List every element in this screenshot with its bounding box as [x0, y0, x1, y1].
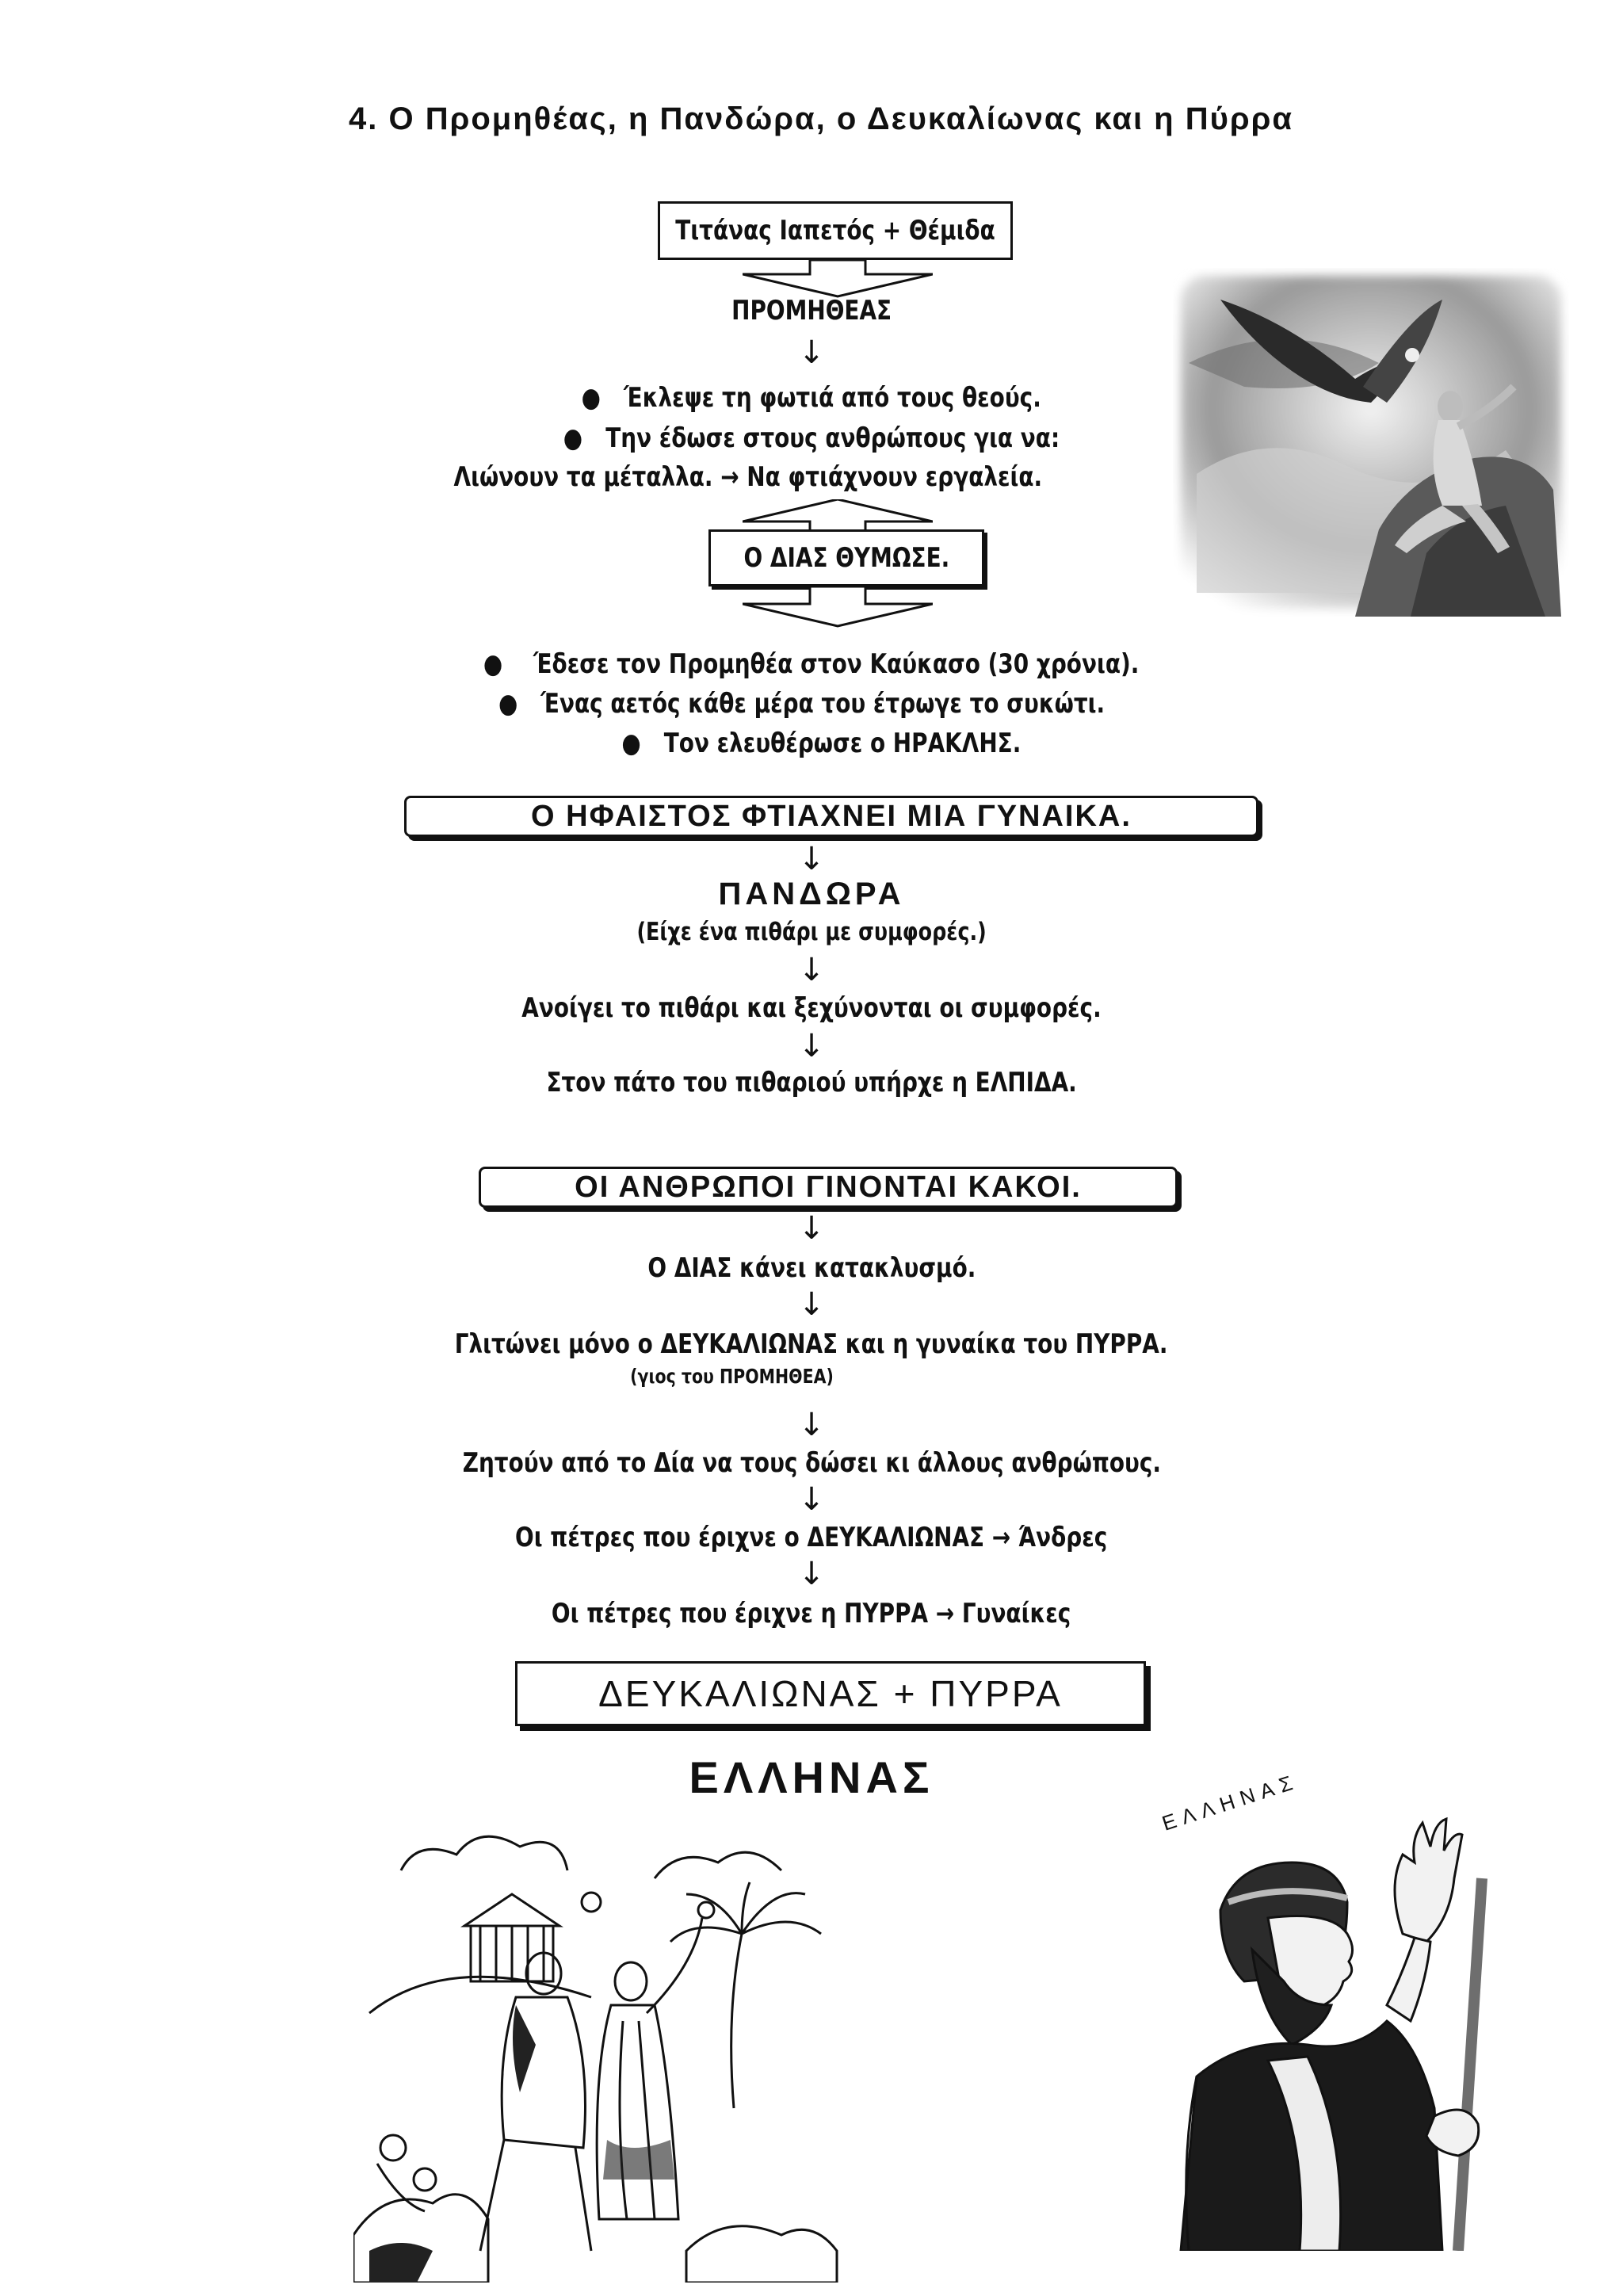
hellen-portrait — [1149, 1744, 1522, 2251]
pandora-note: (Είχε ένα πιθάρι με συμφορές.) — [636, 918, 987, 946]
purpose-line: Λιώνουν τα μέταλλα. → Να φτιάχνουν εργαλεία. — [453, 461, 1043, 493]
block-arrow-up-2 — [743, 499, 933, 531]
arrow-down-icon: ↓ — [798, 1407, 825, 1443]
bullet-heracles: ● Τον ελευθέρωσε ο ΗΡΑΚΛΗΣ. — [621, 728, 1021, 759]
block-arrow-down-1 — [743, 260, 933, 298]
arrow-down-icon: ↓ — [798, 1210, 825, 1247]
bullet-stole-fire: ● Έκλεψε τη φωτιά από τους θεούς. — [581, 382, 1042, 414]
stones-men-line: Οι πέτρες που έριχνε ο ΔΕΥΚΑΛΙΩΝΑΣ → Άνδρες — [515, 1522, 1108, 1553]
stones-women-line: Οι πέτρες που έριχνε η ΠΥΡΡΑ → Γυναίκες — [552, 1598, 1071, 1629]
arrow-down-icon: ↓ — [798, 1481, 825, 1518]
flood-line: Ο ΔΙΑΣ κάνει κατακλυσμό. — [647, 1252, 976, 1284]
hellen-label: ΕΛΛΗΝΑΣ — [1159, 1768, 1302, 1836]
hellen-result: ΕΛΛΗΝΑΣ — [689, 1752, 934, 1802]
arrow-down-icon: ↓ — [798, 1556, 825, 1592]
survivors-line: Γλιτώνει μόνο ο ΔΕΥΚΑΛΙΩΝΑΣ και η γυναίκα του ΠΥΡΡΑ. — [455, 1328, 1168, 1360]
jar-opened-line: Ανοίγει το πιθάρι και ξεχύνονται οι συμφορές. — [521, 992, 1102, 1024]
prometheus-eagle-illustration — [1173, 268, 1569, 617]
prometheus-label: ΠΡΟΜΗΘΕΑΣ — [731, 295, 892, 327]
arrow-down-icon: ↓ — [798, 1286, 825, 1323]
hope-line: Στον πάτο του πιθαριού υπήρχε η ΕΛΠΙΔΑ. — [546, 1067, 1077, 1098]
parents-box: Τιτάνας Ιαπετός + Θέμιδα — [658, 201, 1013, 260]
deucalion-pyrrha-illustration — [353, 1807, 845, 2283]
arrow-down-icon: ↓ — [798, 841, 825, 877]
humans-evil-box: ΟΙ ΑΝΘΡΩΠΟΙ ΓΙΝΟΝΤΑΙ ΚΑΚΟΙ. — [479, 1167, 1178, 1208]
arrow-down-icon: ↓ — [798, 952, 825, 988]
ask-zeus-line: Ζητούν από το Δία να τους δώσει κι άλλους ανθρώπους. — [462, 1447, 1161, 1479]
hephaestus-box: Ο ΗΦΑΙΣΤΟΣ ΦΤΙΑΧΝΕΙ ΜΙΑ ΓΥΝΑΙΚΑ. — [404, 796, 1258, 837]
son-note: (γιος του ΠΡΟΜΗΘΕΑ) — [630, 1365, 834, 1388]
couple-box: ΔΕΥΚΑΛΙΩΝΑΣ + ΠΥΡΡΑ — [515, 1661, 1146, 1726]
bullet-eagle: ● Ένας αετός κάθε μέρα του έτρωγε το συκώτι. — [498, 688, 1106, 720]
page-title: 4. Ο Προμηθέας, η Πανδώρα, ο Δευκαλίωνας και η Πύρρα — [349, 101, 1293, 136]
arrow-down-icon: ↓ — [798, 334, 825, 371]
zeus-angry-box: Ο ΔΙΑΣ ΘΥΜΩΣΕ. — [708, 529, 984, 586]
arrow-down-icon: ↓ — [798, 1028, 825, 1064]
block-arrow-down-3 — [743, 586, 933, 628]
bullet-gave-humans: ● Την έδωσε στους ανθρώπους για να: — [563, 422, 1060, 454]
pandora-title: ΠΑΝΔΩΡΑ — [718, 877, 905, 911]
bullet-caucasus: ● Έδεσε τον Προμηθέα στον Καύκασο (30 χρόνια). — [483, 648, 1140, 680]
